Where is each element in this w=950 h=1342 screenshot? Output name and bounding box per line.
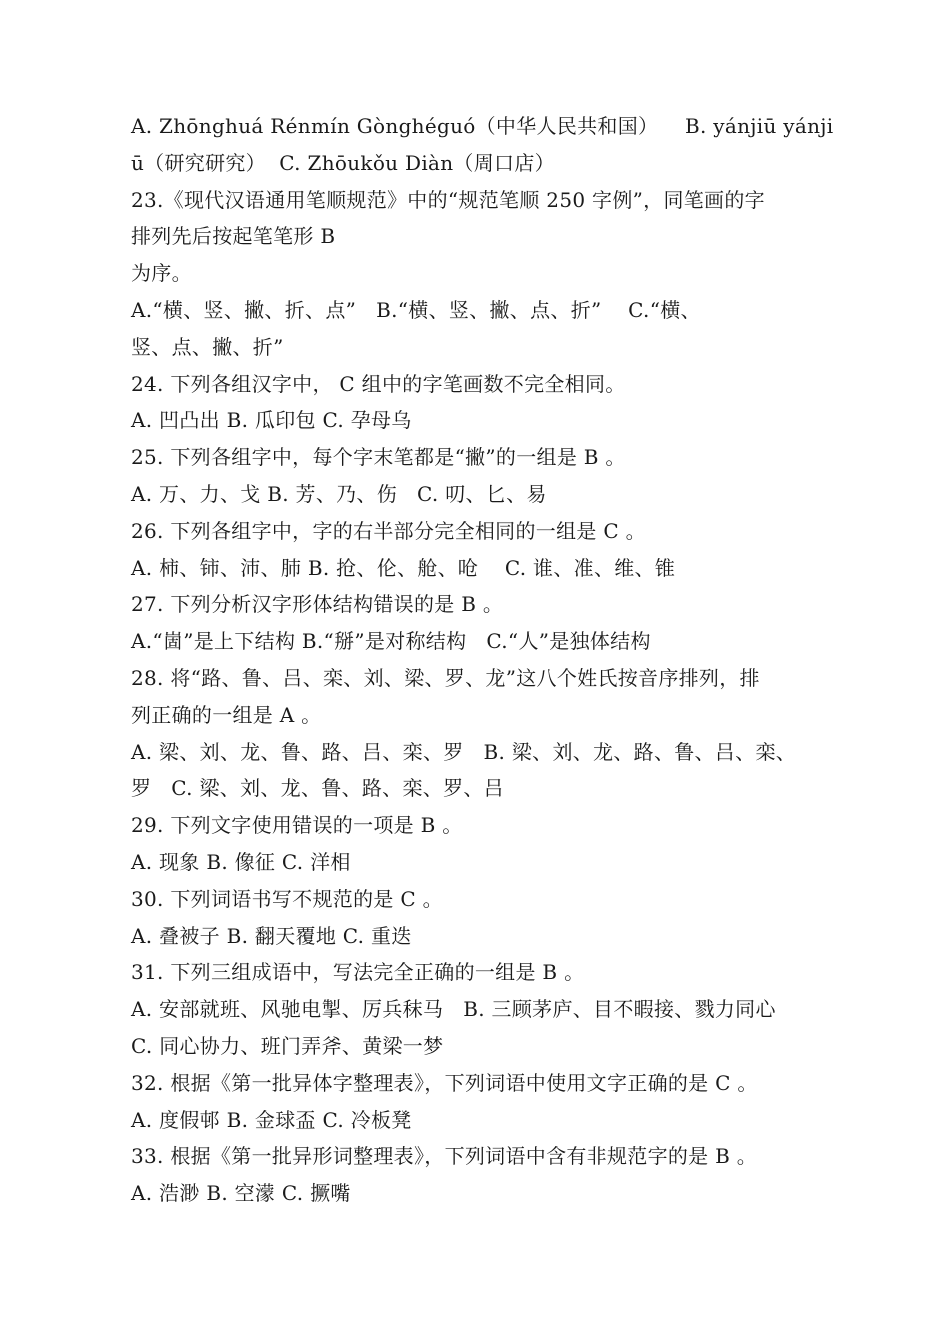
options-line: 竖、点、撇、折” <box>131 334 284 359</box>
options-line: A. 现象 B. 像征 C. 洋相 <box>131 849 351 874</box>
options-line: A. 万、力、戈 B. 芳、乃、伤 C. 叨、匕、易 <box>131 481 547 506</box>
question-23: 23.《现代汉语通用笔顺规范》中的“规范笔顺 250 字例”，同笔画的字 <box>131 187 765 212</box>
question-32: 32. 根据《第一批异体字整理表》，下列词语中使用文字正确的是 C 。 <box>131 1070 758 1095</box>
document-body <box>131 108 834 1212</box>
question-29: 29. 下列文字使用错误的一项是 B 。 <box>131 813 463 838</box>
question-30: 30. 下列词语书写不规范的是 C 。 <box>131 886 443 911</box>
question-26: 26. 下列各组字中，字的右半部分完全相同的一组是 C 。 <box>131 518 646 543</box>
options-line: C. 同心协力、班门弄斧、黄梁一梦 <box>131 1033 444 1058</box>
text-line: 排列先后按起笔笔形 B <box>131 224 336 249</box>
question-28: 28. 将“路、鲁、吕、栾、刘、梁、罗、龙”这八个姓氏按音序排列，排 <box>131 665 760 690</box>
options-line: A. 叠被子 B. 翻天覆地 C. 重迭 <box>131 923 412 948</box>
question-33: 33. 根据《第一批异形词整理表》，下列词语中含有非规范字的是 B 。 <box>131 1144 758 1169</box>
question-25: 25. 下列各组字中，每个字末笔都是“撇”的一组是 B 。 <box>131 445 626 470</box>
options-line: A. 安部就班、风驰电掣、厉兵秣马 B. 三顾茅庐、目不暇接、戮力同心 <box>131 997 776 1022</box>
options-line: A.“横、竖、撇、折、点” B.“横、竖、撇、点、折” C.“横、 <box>131 297 701 322</box>
question-24: 24. 下列各组汉字中， C 组中的字笔画数不完全相同。 <box>131 371 626 396</box>
question-27: 27. 下列分析汉字形体结构错误的是 B 。 <box>131 592 504 617</box>
text-line: A. Zhōnghuá Rénmín Gònghéguó（中华人民共和国） B. yánjiū yánji <box>131 114 834 138</box>
text-line: ū（研究研究） C. Zhōukǒu Diàn（周口店） <box>131 150 555 175</box>
options-line: A. 柿、铈、沛、肺 B. 抢、伦、舱、呛 C. 谁、准、维、锥 <box>131 555 676 580</box>
options-line: A. 浩渺 B. 空濛 C. 撅嘴 <box>131 1181 351 1206</box>
text-line: 列正确的一组是 A 。 <box>131 702 322 727</box>
text-line: 为序。 <box>131 261 192 286</box>
options-line: A.“崮”是上下结构 B.“掰”是对称结构 C.“人”是独体结构 <box>131 629 651 654</box>
options-line: A. 梁、刘、龙、鲁、路、吕、栾、罗 B. 梁、刘、龙、路、鲁、吕、栾、 <box>131 739 797 764</box>
options-line: A. 凹凸出 B. 瓜印包 C. 孕母乌 <box>131 408 412 433</box>
question-31: 31. 下列三组成语中，写法完全正确的一组是 B 。 <box>131 960 585 985</box>
options-line: 罗 C. 梁、刘、龙、鲁、路、栾、罗、吕 <box>131 776 504 801</box>
options-line: A. 度假邨 B. 金球盃 C. 冷板凳 <box>131 1107 412 1132</box>
